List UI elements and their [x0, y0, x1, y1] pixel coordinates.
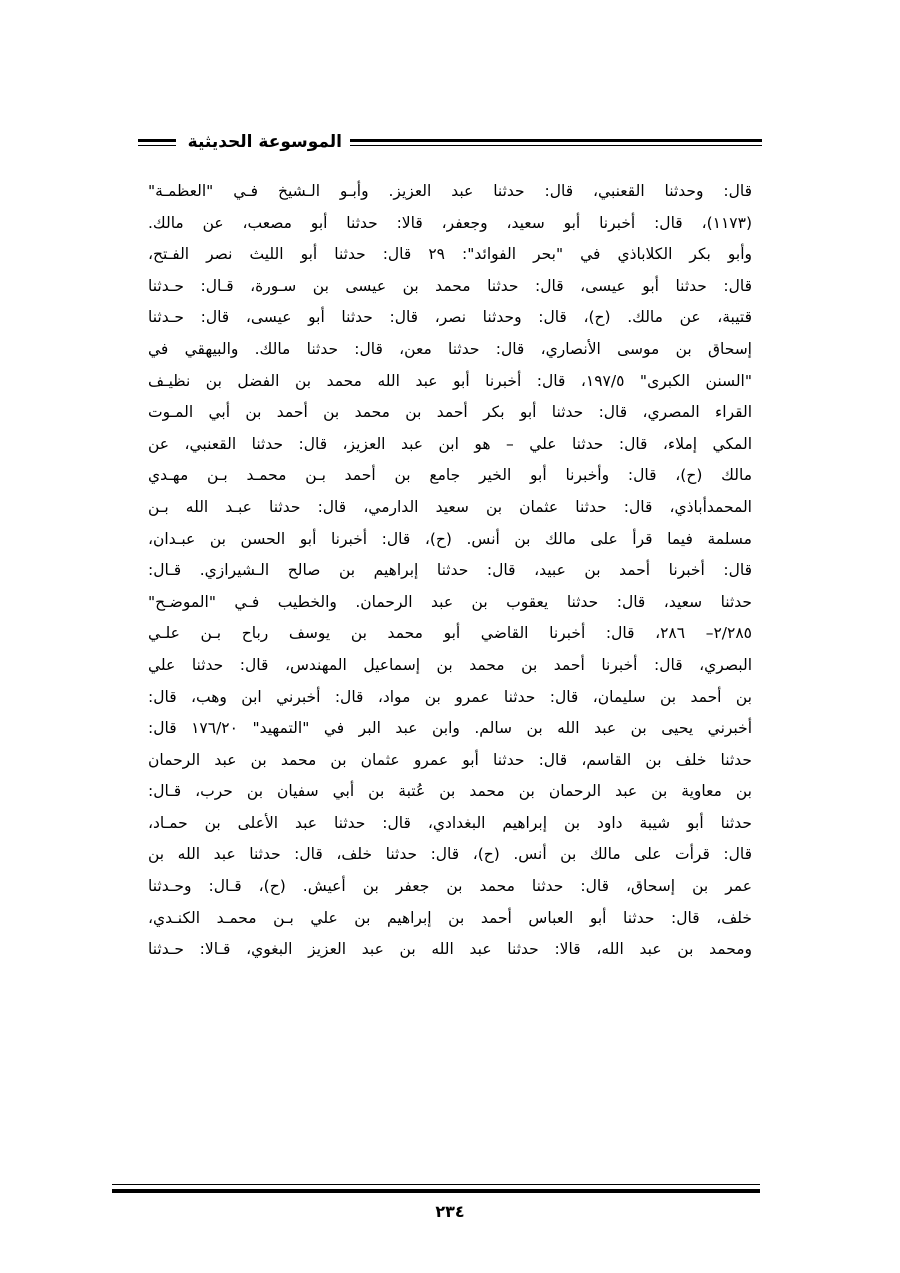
text-line: مسلمة فيما قرأ على مالك بن أنس. (ح)، قال: أخبرنا أبو الحسن بن عبـدان، — [148, 529, 752, 548]
text-line: خلف، قال: حدثنا أبو العباس أحمد بن إبراهيم بن علي بـن محمـد الكنـدي، — [148, 908, 752, 927]
text-line: بن معاوية بن عبد الرحمان بن محمد بن عُتبة بن أبي سفيان بن حرب، قـال: — [148, 782, 752, 801]
text-line: قال: وحدثنا القعنبي، قال: حدثنا عبد العزيز. وأبـو الـشيخ فـي "العظمـة" — [148, 182, 752, 200]
header-title: الموسوعة الحديثية — [187, 132, 342, 152]
header-rule-left-thick — [138, 139, 176, 142]
text-line: المحمدأباذي، قال: حدثنا عثمان بن سعيد الدارمي، قال: حدثنا عبـد الله بـن — [148, 497, 752, 516]
text-line: قال: أخبرنا أحمد بن عبيد، قال: حدثنا إبراهيم بن صالح الـشيرازي. قـال: — [148, 561, 752, 580]
text-line: بن أحمد بن سليمان، قال: حدثنا عمرو بن مواد، قال: أخبرني ابن وهب، قال: — [148, 687, 752, 706]
text-line: "السنن الكبرى" ١٩٧/٥، قال: أخبرنا أبو عبد الله محمد بن الفضل بن نظيـف — [148, 371, 752, 390]
header-rule-left-thin — [138, 145, 176, 146]
text-line: قال: قرأت على مالك بن أنس. (ح)، قال: حدثنا خلف، قال: حدثنا عبد الله بن — [148, 845, 752, 864]
body-text — [148, 176, 752, 966]
header-rule-right-thick — [350, 139, 762, 142]
running-header — [138, 128, 762, 158]
text-line: (١١٧٣)، قال: أخبرنا أبو سعيد، وجعفر، قالا: حدثنا أبو مصعب، عن مالك. — [148, 213, 752, 232]
page-number: ٢٣٤ — [435, 1202, 465, 1221]
text-line: حدثنا أبو شيبة داود بن إبراهيم البغدادي، قال: حدثنا عبد الأعلى بن حمـاد، — [148, 813, 752, 832]
footer-rule-thin — [112, 1184, 760, 1185]
text-line: ٢/٢٨٥– ٢٨٦، قال: أخبرنا القاضي أبو محمد بن يوسف رباح بـن علـي — [148, 624, 752, 643]
text-line: عمر بن إسحاق، قال: حدثنا محمد بن جعفر بن أعيش. (ح)، قـال: وحـدثنا — [148, 877, 752, 896]
text-line: البصري، قال: أخبرنا أحمد بن محمد بن إسماعيل المهندس، قال: حدثنا علي — [148, 655, 752, 674]
text-line: المكي إملاء، قال: حدثنا علي – هو ابن عبد العزيز، قال: حدثنا القعنبي، عن — [148, 434, 752, 453]
text-line: حدثنا خلف بن القاسم، قال: حدثنا أبو عمرو عثمان بن محمد بن عبد الرحمان — [148, 750, 752, 769]
text-line: حدثنا سعيد، قال: حدثنا يعقوب بن عبد الرحمان. والخطيب فـي "الموضـح" — [148, 592, 752, 611]
text-line: أخبرني يحيى بن عبد الله بن سالم. وابن عبد البر في "التمهيد" ١٧٦/٢٠ قال: — [148, 719, 752, 738]
text-line: القراء المصري، قال: حدثنا أبو بكر أحمد بن محمد بن أحمد بن أبي المـوت — [148, 403, 752, 422]
text-line: مالك (ح)، قال: وأخبرنا أبو الخير جامع بن أحمد بـن محمـد بـن مهـدي — [148, 466, 752, 485]
text-line: وأبو بكر الكلاباذي في "بحر الفوائد": ٢٩ قال: حدثنا أبو الليث نصر الفـتح، — [148, 245, 752, 264]
text-line: ومحمد بن عبد الله، قالا: حدثنا عبد الله بن عبد العزيز البغوي، قـالا: حـدثنا — [148, 940, 752, 959]
text-line: قال: حدثنا أبو عيسى، قال: حدثنا محمد بن عيسى بن سـورة، قـال: حـدثنا — [148, 276, 752, 295]
text-line: قتيبة، عن مالك. (ح)، قال: وحدثنا نصر، قال: حدثنا أبو عيسى، قال: حـدثنا — [148, 308, 752, 327]
text-line: إسحاق بن موسى الأنصاري، قال: حدثنا معن، قال: حدثنا مالك. والبيهقي في — [148, 339, 752, 358]
footer-rule-thick — [112, 1189, 760, 1193]
header-rule-right-thin — [350, 145, 762, 146]
